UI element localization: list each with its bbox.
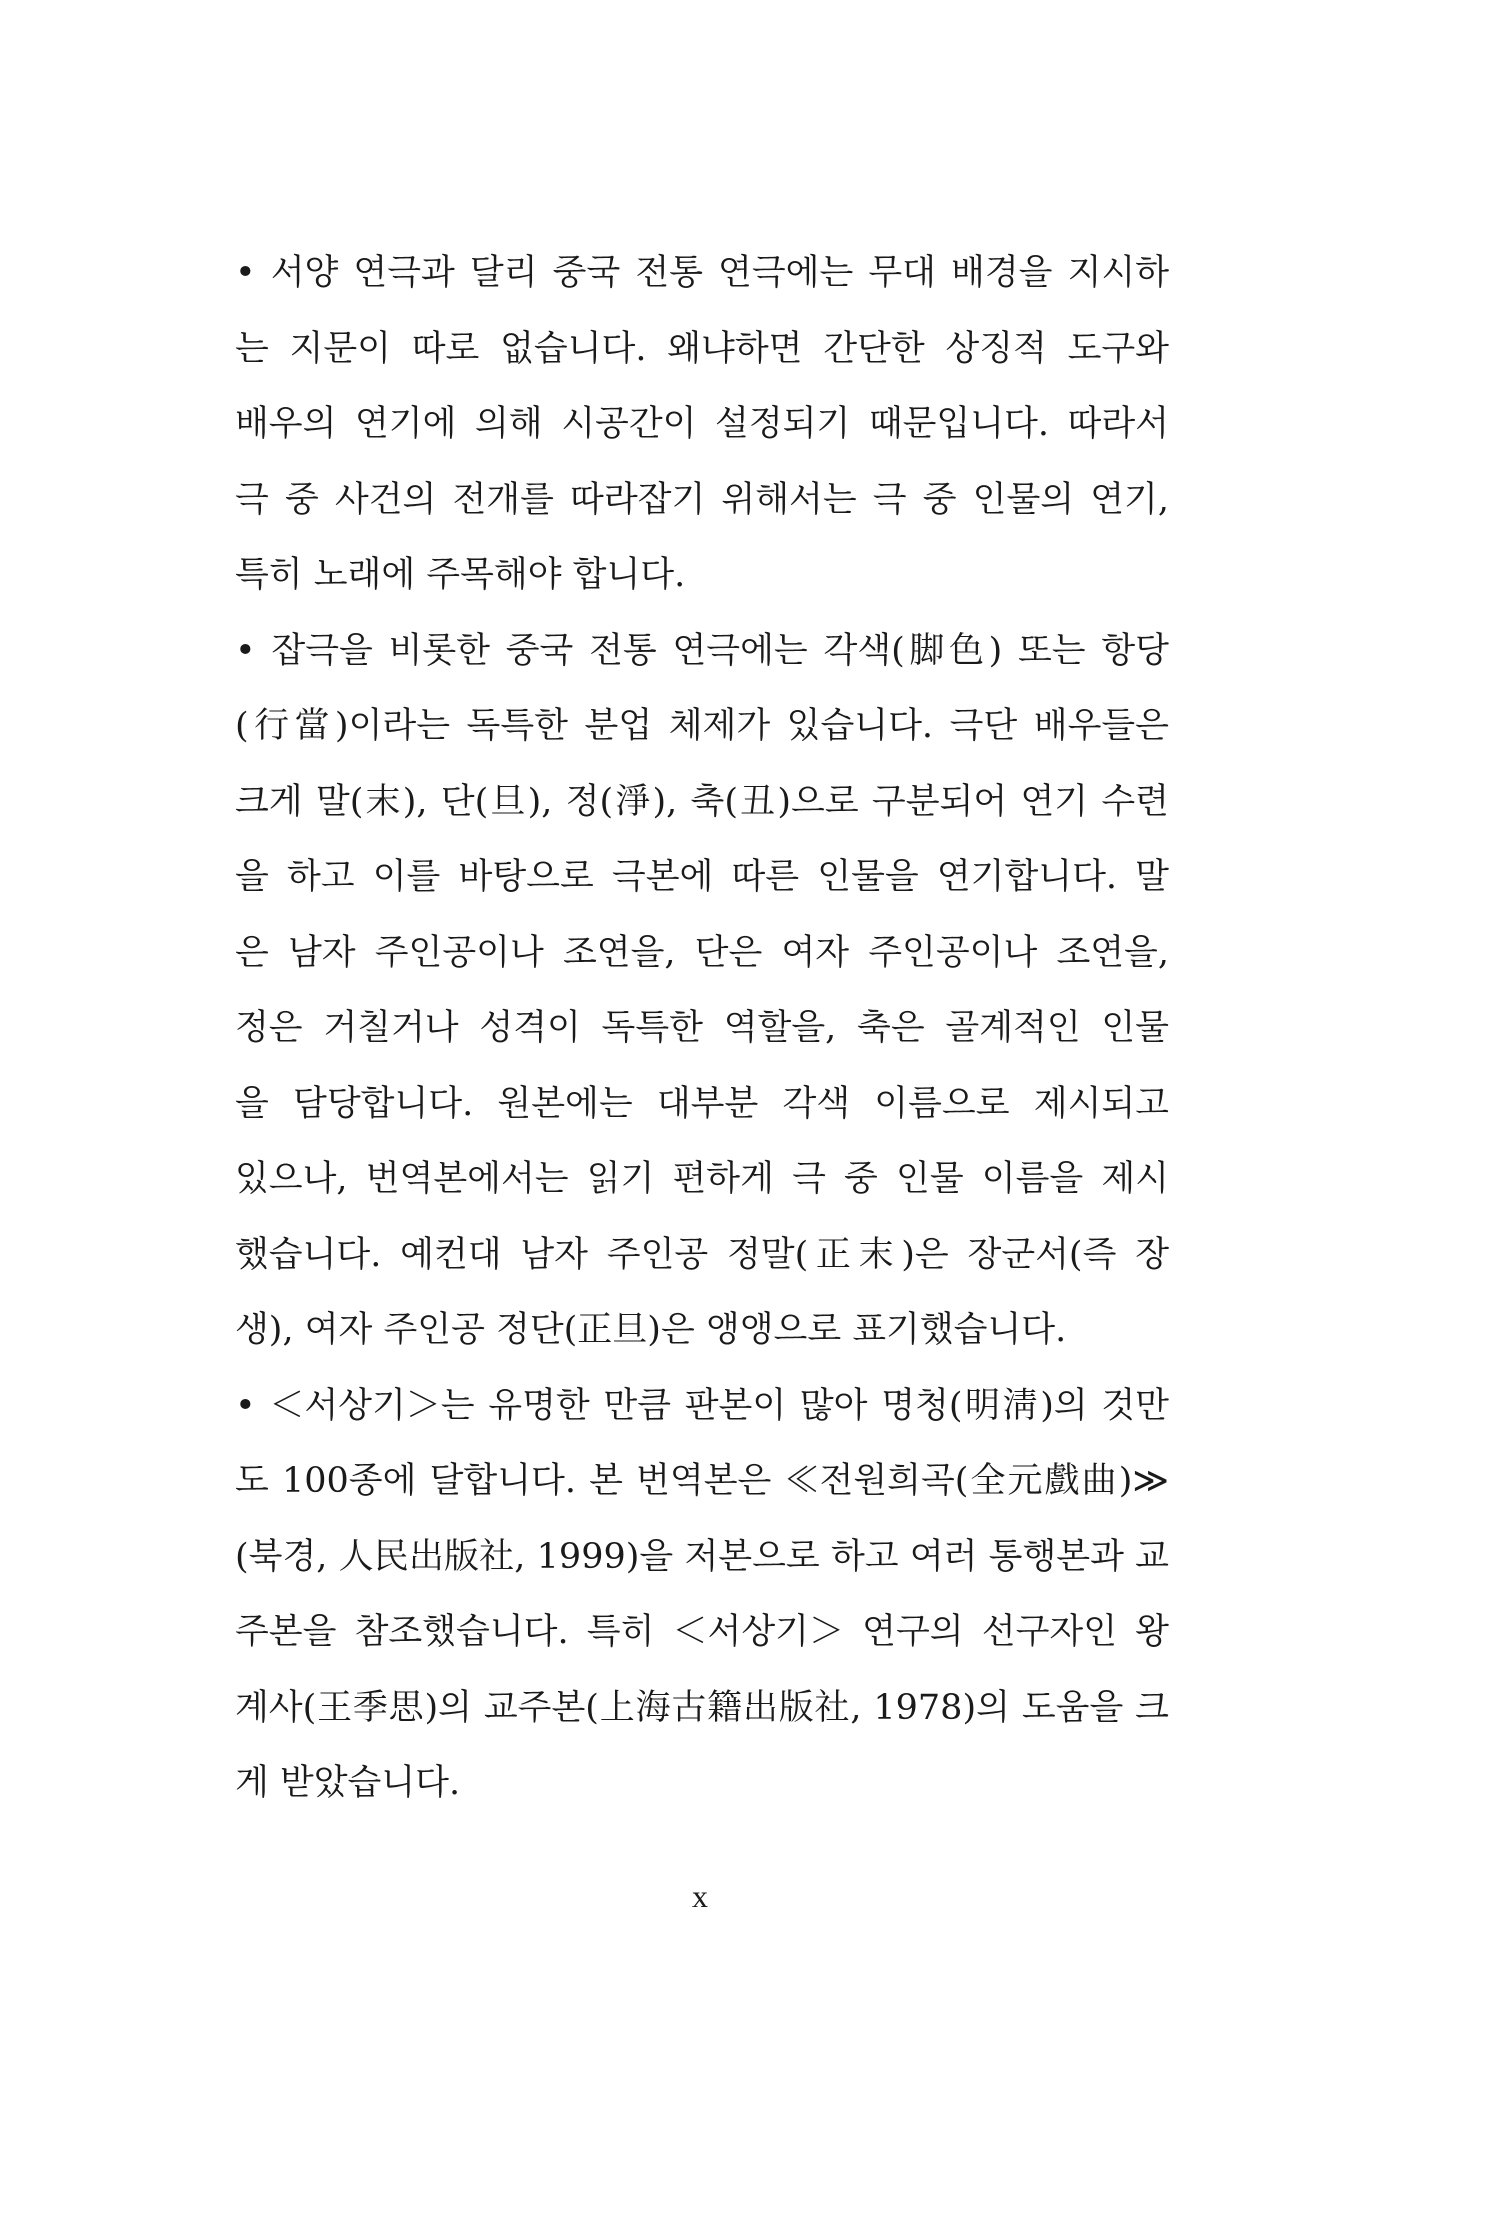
text-line: 주본을 참조했습니다. 특히 ＜서상기＞ 연구의 선구자인 왕 xyxy=(235,1612,1169,1652)
text-line: (북경, 人民出版社, 1999)을 저본으로 하고 여러 통행본과 교 xyxy=(235,1536,1169,1577)
text-line: 크게 말(末), 단(旦), 정(淨), 축(丑)으로 구분되어 연기 수련 xyxy=(235,781,1169,822)
text-line: • 잡극을 비롯한 중국 전통 연극에는 각색(脚色) 또는 항당 xyxy=(235,630,1169,671)
text-line: • 서양 연극과 달리 중국 전통 연극에는 무대 배경을 지시하 xyxy=(235,253,1169,293)
text-line: 있으나, 번역본에서는 읽기 편하게 극 중 인물 이름을 제시 xyxy=(235,1159,1169,1199)
text-line: • ＜서상기＞는 유명한 만큼 판본이 많아 명청(明淸)의 것만 xyxy=(235,1385,1169,1426)
body-text xyxy=(235,236,1169,1822)
text-line: (行當)이라는 독특한 분업 체제가 있습니다. 극단 배우들은 xyxy=(235,706,1169,746)
text-line: 계사(王季思)의 교주본(上海古籍出版社, 1978)의 도움을 크 xyxy=(235,1687,1169,1728)
paragraph xyxy=(235,236,1169,614)
text-line: 했습니다. 예컨대 남자 주인공 정말(正末)은 장군서(즉 장 xyxy=(235,1234,1169,1275)
text-line: 정은 거칠거나 성격이 독특한 역할을, 축은 골계적인 인물 xyxy=(235,1008,1169,1048)
paragraph xyxy=(235,1369,1169,1822)
text-line: 도 100종에 달합니다. 본 번역본은 ≪전원희곡(全元戲曲)≫ xyxy=(235,1461,1169,1501)
text-line: 게 받았습니다. xyxy=(235,1763,461,1803)
text-line: 을 하고 이를 바탕으로 극본에 따른 인물을 연기합니다. 말 xyxy=(235,857,1169,897)
text-line: 은 남자 주인공이나 조연을, 단은 여자 주인공이나 조연을, xyxy=(235,932,1169,973)
paragraph xyxy=(235,614,1169,1369)
text-line: 특히 노래에 주목해야 합니다. xyxy=(235,555,686,595)
text-line: 극 중 사건의 전개를 따라잡기 위해서는 극 중 인물의 연기, xyxy=(235,479,1169,520)
text-line: 배우의 연기에 의해 시공간이 설정되기 때문입니다. 따라서 xyxy=(235,404,1169,444)
text-line: 생), 여자 주인공 정단(正旦)은 앵앵으로 표기했습니다. xyxy=(235,1310,1067,1350)
page-number: x xyxy=(692,1878,708,1914)
text-line: 을 담당합니다. 원본에는 대부분 각색 이름으로 제시되고 xyxy=(235,1083,1169,1124)
text-line: 는 지문이 따로 없습니다. 왜냐하면 간단한 상징적 도구와 xyxy=(235,328,1169,369)
